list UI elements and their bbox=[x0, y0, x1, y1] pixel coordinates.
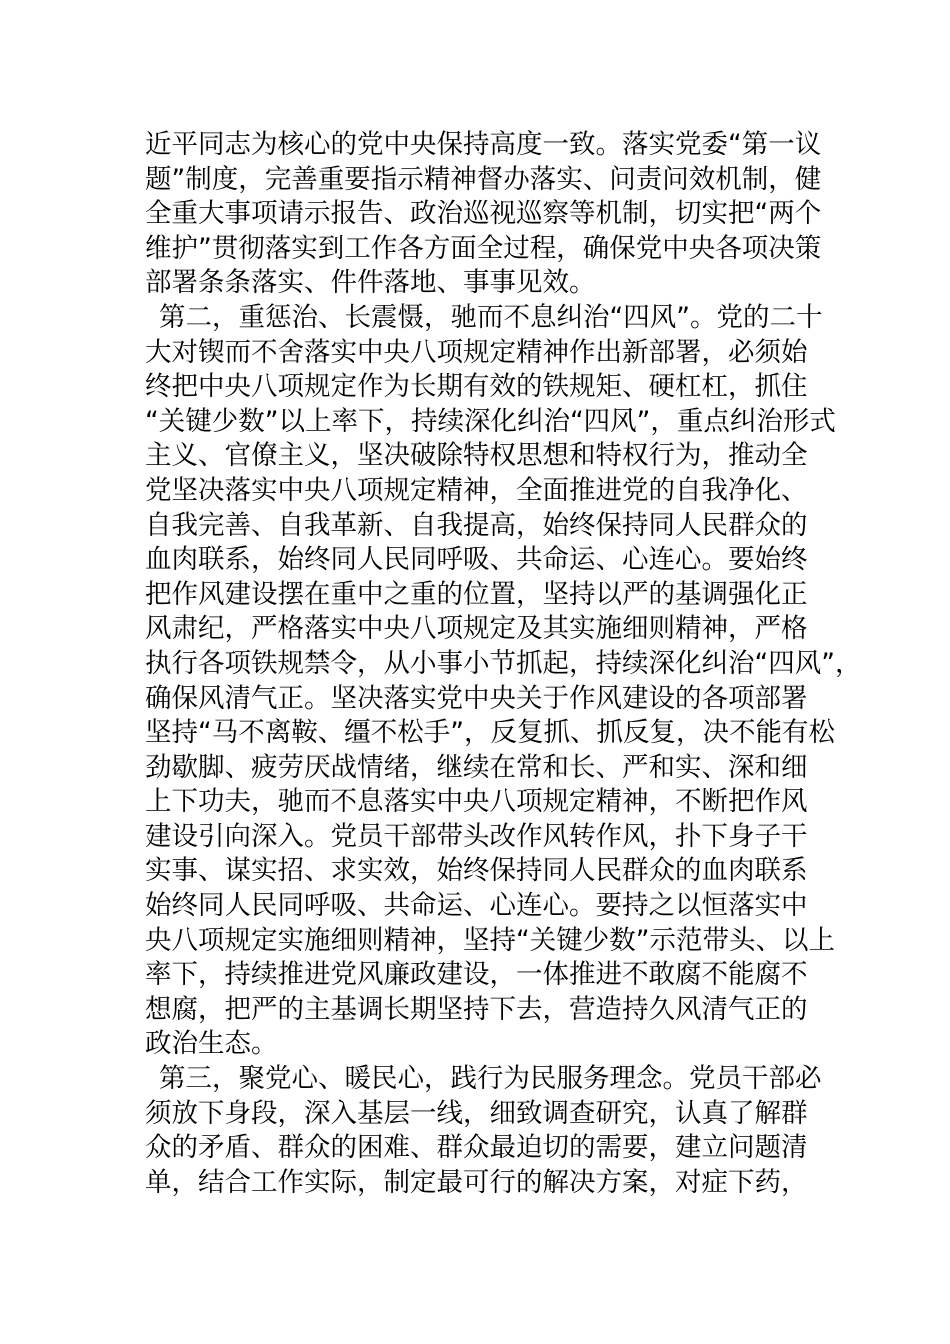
text-line: 维护”贯彻落实到工作各方面全过程，确保党中央各项决策 bbox=[145, 232, 822, 264]
text-line: 血肉联系，始终同人民同呼吸、共命运、心连心。要始终 bbox=[145, 544, 808, 576]
text-line: 实事、谋实招、求实效，始终保持同人民群众的血肉联系 bbox=[145, 855, 808, 887]
text-line: 主义、官僚主义，坚决破除特权思想和特权行为，推动全 bbox=[145, 440, 808, 472]
text-line: 题”制度，完善重要指示精神督办落实、问责问效机制，健 bbox=[145, 163, 822, 195]
text-line: 执行各项铁规禁令，从小事小节抓起，持续深化纠治“四风”， bbox=[145, 647, 862, 679]
text-line: 党坚决落实中央八项规定精神，全面推进党的自我净化、 bbox=[145, 474, 808, 506]
paragraph-start-line: 第二，重惩治、长震慑，驰而不息纠治“四风”。党的二十 bbox=[159, 301, 823, 333]
text-line: 大对锲而不舍落实中央八项规定精神作出新部署，必须始 bbox=[145, 336, 808, 368]
text-line: 政治生态。 bbox=[145, 1028, 278, 1060]
text-line: 始终同人民同呼吸、共命运、心连心。要持之以恒落实中 bbox=[145, 890, 808, 922]
text-line: 终把中央八项规定作为长期有效的铁规矩、硬杠杠，抓住 bbox=[145, 371, 808, 403]
text-line: 把作风建设摆在重中之重的位置，坚持以严的基调强化正 bbox=[145, 578, 808, 610]
text-line: 坚持“马不离鞍、缰不松手”，反复抓、抓反复，决不能有松 bbox=[145, 717, 835, 749]
text-line: 全重大事项请示报告、政治巡视巡察等机制，切实把“两个 bbox=[145, 198, 822, 230]
body-text bbox=[145, 128, 865, 1200]
paragraph-start-line: 第三，聚党心、暖民心，践行为民服务理念。党员干部必 bbox=[159, 1063, 822, 1095]
text-line: 想腐，把严的主基调长期坚持下去，营造持久风清气正的 bbox=[145, 993, 808, 1025]
text-line: 确保风清气正。坚决落实党中央关于作风建设的各项部署 bbox=[145, 682, 808, 714]
text-line: 建设引向深入。党员干部带头改作风转作风，扑下身子干 bbox=[145, 820, 808, 852]
text-line: 单，结合工作实际，制定最可行的解决方案，对症下药， bbox=[145, 1166, 808, 1198]
text-line: 劲歇脚、疲劳厌战情绪，继续在常和长、严和实、深和细 bbox=[145, 751, 808, 783]
text-line: 央八项规定实施细则精神，坚持“关键少数”示范带头、以上 bbox=[145, 924, 835, 956]
text-line: 近平同志为核心的党中央保持高度一致。落实党委“第一议 bbox=[145, 129, 822, 160]
text-line: 须放下身段，深入基层一线，细致调查研究，认真了解群 bbox=[145, 1097, 808, 1129]
text-line: 自我完善、自我革新、自我提高，始终保持同人民群众的 bbox=[145, 509, 808, 541]
text-line: 风肃纪，严格落实中央八项规定及其实施细则精神，严格 bbox=[145, 613, 808, 645]
text-line: 率下，持续推进党风廉政建设，一体推进不敢腐不能腐不 bbox=[145, 959, 808, 991]
text-line: “关键少数”以上率下，持续深化纠治“四风”，重点纠治形式 bbox=[145, 405, 836, 437]
text-line: 上下功夫，驰而不息落实中央八项规定精神，不断把作风 bbox=[145, 786, 808, 818]
text-line: 部署条条落实、件件落地、事事见效。 bbox=[145, 267, 596, 299]
text-line: 众的矛盾、群众的困难、群众最迫切的需要，建立问题清 bbox=[145, 1132, 808, 1164]
